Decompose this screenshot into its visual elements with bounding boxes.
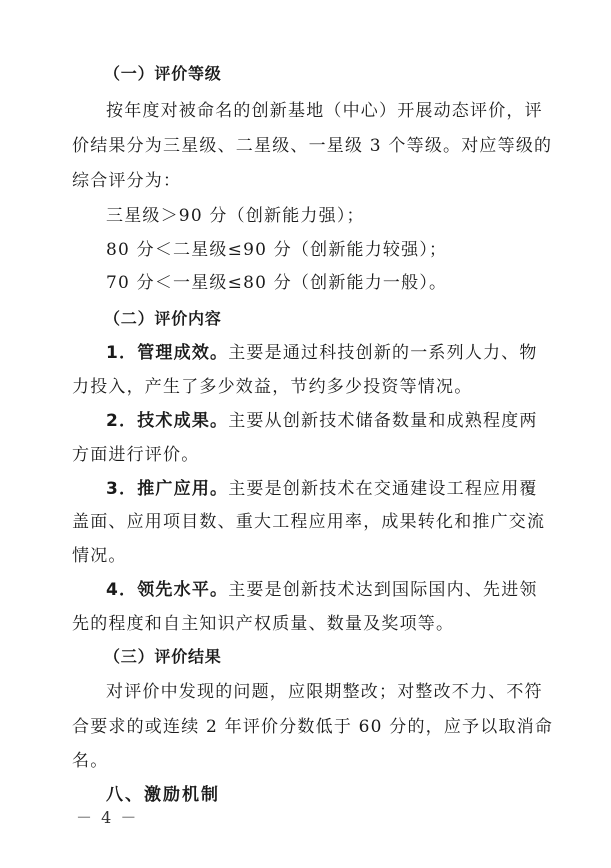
item-text: 主要是创新技术达到国际国内、先进领 [228,580,538,600]
list-item [106,410,538,432]
paragraph-line: 对评价中发现的问题，应限期整改；对整改不力、不符 [106,682,543,702]
grade-one-star: 70 分＜一星级≤80 分（创新能力一般）。 [106,273,448,293]
paragraph-line: 合要求的或连续 2 年评价分数低于 60 分的，应予以取消命 [72,717,554,737]
paragraph-line: 先的程度和自主知识产权质量、数量及奖项等。 [72,614,455,634]
paragraph-line: 力投入，产生了多少效益，节约多少投资等情况。 [72,377,473,397]
grade-three-star: 三星级＞90 分（创新能力强）； [106,206,365,226]
section-heading-evaluation-grade: （一）评价等级 [104,64,222,83]
list-item [106,478,538,500]
paragraph-line: 综合评分为： [72,171,182,191]
list-item [106,342,538,364]
paragraph-line: 方面进行评价。 [72,445,200,465]
item-title: 2．技术成果。 [106,411,229,431]
item-text: 主要是通过科技创新的一系列人力、物 [228,343,538,363]
item-title: 4．领先水平。 [106,580,229,600]
item-title: 3．推广应用。 [106,479,229,499]
chapter-heading-incentive-mechanism: 八、激励机制 [106,785,220,805]
grade-two-star: 80 分＜二星级≤90 分（创新能力较强）； [106,240,448,260]
paragraph-line: 名。 [72,751,109,771]
list-item [106,579,538,601]
paragraph-line: 盖面、应用项目数、重大工程应用率，成果转化和推广交流 [72,512,546,532]
section-heading-evaluation-result: （三）评价结果 [104,647,222,666]
item-text: 主要是创新技术在交通建设工程应用覆 [228,479,538,499]
paragraph-line: 价结果分为三星级、二星级、一星级 3 个等级。对应等级的 [72,136,553,156]
item-title: 1．管理成效。 [106,343,229,363]
item-text: 主要从创新技术储备数量和成熟程度两 [228,411,538,431]
section-heading-evaluation-content: （二）评价内容 [104,309,222,328]
paragraph-line: 按年度对被命名的创新基地（中心）开展动态评价，评 [106,101,543,121]
paragraph-line: 情况。 [72,546,127,566]
page-number: － 4 － [76,808,139,827]
